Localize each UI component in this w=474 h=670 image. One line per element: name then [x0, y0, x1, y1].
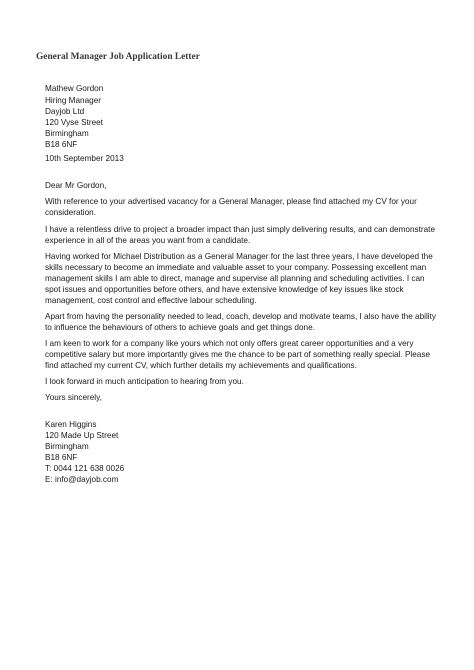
paragraph-line: consideration. [45, 208, 96, 217]
sender-city: Birmingham [45, 442, 89, 451]
sender-name: Karen Higgins [45, 420, 97, 429]
letter-date: 10th September 2013 [45, 154, 124, 163]
letter-title: General Manager Job Application Letter [36, 52, 200, 62]
paragraph-line: find attached my current CV, which further details my achievements and qualifications. [45, 361, 357, 370]
paragraph-line: management skills I am able to direct, manage and supervise all planning and scheduling activities. I can [45, 274, 425, 283]
sender-phone: T: 0044 121 638 0026 [45, 464, 125, 473]
recipient-city: Birmingham [45, 129, 89, 138]
paragraph-line: to influence the behaviours of others to achieve goals and get things done. [45, 323, 315, 332]
paragraph-line: spot issues and opportunities before others, and have extensive knowledge of key issues like stock [45, 285, 404, 294]
salutation: Dear Mr Gordon, [45, 181, 107, 190]
sender-postcode: B18 6NF [45, 453, 78, 462]
sender-street: 120 Made Up Street [45, 431, 119, 440]
recipient-company: Dayjob Ltd [45, 107, 85, 116]
recipient-street: 120 Vyse Street [45, 118, 103, 127]
recipient-postcode: B18 6NF [45, 140, 78, 149]
paragraph-line: management, cost control and effective labour scheduling. [45, 296, 257, 305]
paragraph-line: experience in all of the areas you want from a candidate. [45, 236, 251, 245]
paragraph-line: Having worked for Michael Distribution as a General Manager for the last three years, I have developed the [45, 252, 433, 261]
paragraph-line: competitive salary but more importantly gives me the chance to be part of something really special. Please [45, 350, 431, 359]
sender-email: E: info@dayjob.com [45, 475, 119, 484]
paragraph-line: I am keen to work for a company like yours which not only offers great career opportunities and a very [45, 339, 414, 348]
recipient-name: Mathew Gordon [45, 84, 104, 93]
paragraph-line: I look forward in much anticipation to hearing from you. [45, 377, 244, 386]
paragraph-line: skills necessary to become an immediate and valuable asset to your company. Possessing excellent man [45, 263, 427, 272]
paragraph-line: I have a relentless drive to project a broader impact than just simply delivering results, and can demonstrate [45, 225, 436, 234]
paragraph-line: With reference to your advertised vacancy for a General Manager, please find attached my CV for your [45, 197, 417, 206]
paragraph-line: Apart from having the personality needed to lead, coach, develop and motivate teams, I also have the ability [45, 312, 436, 321]
closing: Yours sincerely, [45, 393, 102, 402]
recipient-position: Hiring Manager [45, 96, 101, 105]
